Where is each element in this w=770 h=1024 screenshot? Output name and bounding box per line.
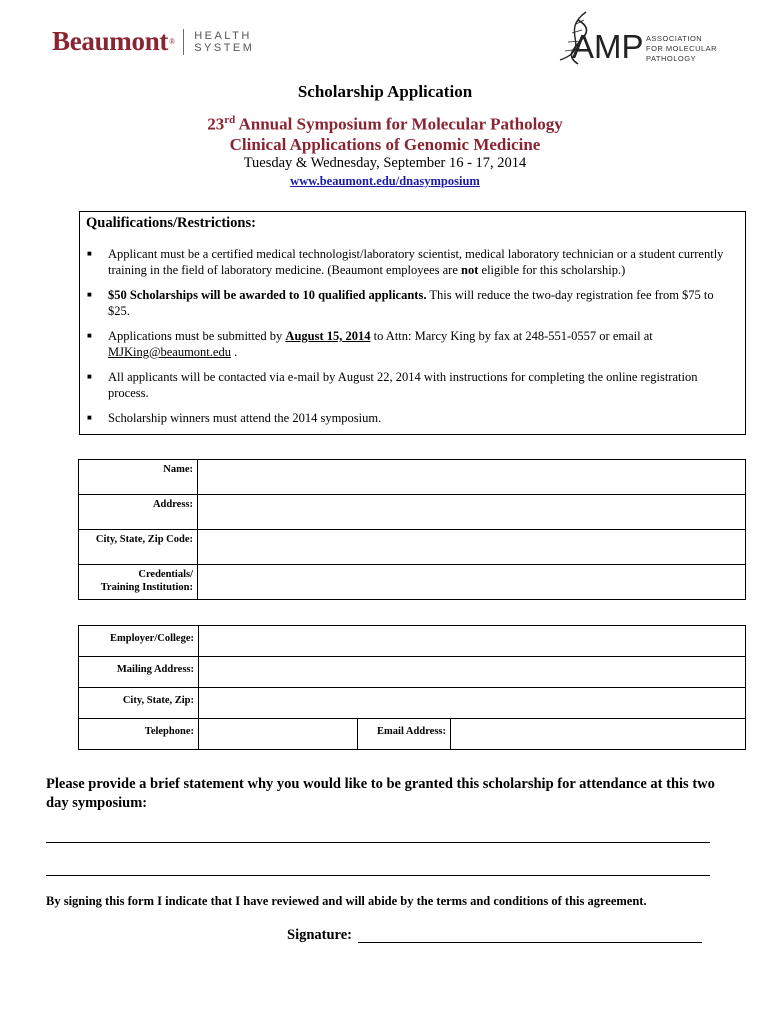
credentials-label: Credentials/ Training Institution: (79, 565, 198, 600)
table-row (79, 719, 746, 750)
mailing-address-label: Mailing Address: (79, 657, 199, 688)
employer-label: Employer/College: (79, 626, 199, 657)
telephone-label: Telephone: (79, 719, 199, 750)
signature-line[interactable] (358, 942, 702, 943)
bullet-icon: ■ (87, 372, 92, 381)
name-field[interactable] (198, 460, 746, 495)
table-row (79, 626, 746, 657)
city-state-zip-label: City, State, Zip: (79, 688, 199, 719)
amp-logo (548, 8, 748, 68)
beaumont-logo (52, 26, 254, 57)
table-row (79, 688, 746, 719)
list-item: ■ All applicants will be contacted via e-mail by August 22, 2014 with instructions for completing the online registration process. (87, 370, 698, 400)
city-state-zip-field[interactable] (198, 530, 746, 565)
qualifications-heading: Qualifications/Restrictions: (86, 215, 256, 231)
symposium-dates: Tuesday & Wednesday, September 16 - 17, 2014 (243, 155, 527, 171)
statement-line-2[interactable] (46, 875, 710, 876)
table-row (79, 530, 746, 565)
list-item: ■ Applications must be submitted by August 15, 2014 to Attn: Marcy King by fax at 248-551-0557 or email at MJKing@beaumont.edu . (87, 329, 653, 359)
qualifications-box (79, 211, 746, 435)
mailing-address-field[interactable] (199, 657, 746, 688)
employer-info-table (78, 625, 746, 750)
signature-label: Signature: (287, 927, 352, 943)
bullet-icon: ■ (87, 413, 92, 422)
table-row (79, 495, 746, 530)
symposium-link[interactable]: www.beaumont.edu/dnasymposium (290, 174, 480, 188)
name-label: Name: (79, 460, 198, 495)
contact-email-link[interactable]: MJKing@beaumont.edu (108, 345, 231, 359)
bullet-icon: ■ (87, 290, 92, 299)
bullet-icon: ■ (87, 249, 92, 258)
table-row (79, 657, 746, 688)
credentials-field[interactable] (198, 565, 746, 600)
list-item: ■ Applicant must be a certified medical technologist/laboratory scientist, medical laboratory technician or a student currently training in the field of laboratory medicine. (Beaumont employees are not eligible for this scholarship.) (87, 247, 724, 277)
employer-field[interactable] (199, 626, 746, 657)
symposium-title: 23rd Annual Symposium for Molecular Pathology (207, 114, 563, 134)
amp-letters: AMP (572, 28, 644, 65)
health-system-text: HEALTH SYSTEM (194, 29, 255, 54)
statement-line-1[interactable] (46, 842, 710, 843)
address-label: Address: (79, 495, 198, 530)
city-state-zip-label: City, State, Zip Code: (79, 530, 198, 565)
email-label: Email Address: (358, 719, 451, 750)
table-row (79, 565, 746, 600)
page-title: Scholarship Application (297, 82, 473, 101)
address-field[interactable] (198, 495, 746, 530)
email-field[interactable] (451, 719, 746, 750)
agreement-text: By signing this form I indicate that I have reviewed and will abide by the terms and conditions of this agreement. (46, 894, 647, 908)
amp-association-text: ASSOCIATION FOR MOLECULAR PATHOLOGY (646, 34, 718, 63)
telephone-field[interactable] (199, 719, 358, 750)
table-row (79, 460, 746, 495)
beaumont-wordmark: Beaumont (52, 26, 169, 56)
statement-prompt: Please provide a brief statement why you would like to be granted this scholarship for attendance at this two day symposium: (46, 776, 715, 811)
applicant-info-table (78, 459, 746, 600)
qualifications-list (80, 246, 745, 435)
registered-mark: ® (169, 37, 176, 46)
city-state-zip-field[interactable] (199, 688, 746, 719)
list-item: ■ $50 Scholarships will be awarded to 10 qualified applicants. This will reduce the two-day registration fee from $75 to $25. (87, 288, 714, 318)
logo-divider (183, 29, 184, 55)
bullet-icon: ■ (87, 331, 92, 340)
list-item: ■ Scholarship winners must attend the 2014 symposium. (87, 411, 382, 425)
symposium-subtitle: Clinical Applications of Genomic Medicine (229, 135, 541, 154)
